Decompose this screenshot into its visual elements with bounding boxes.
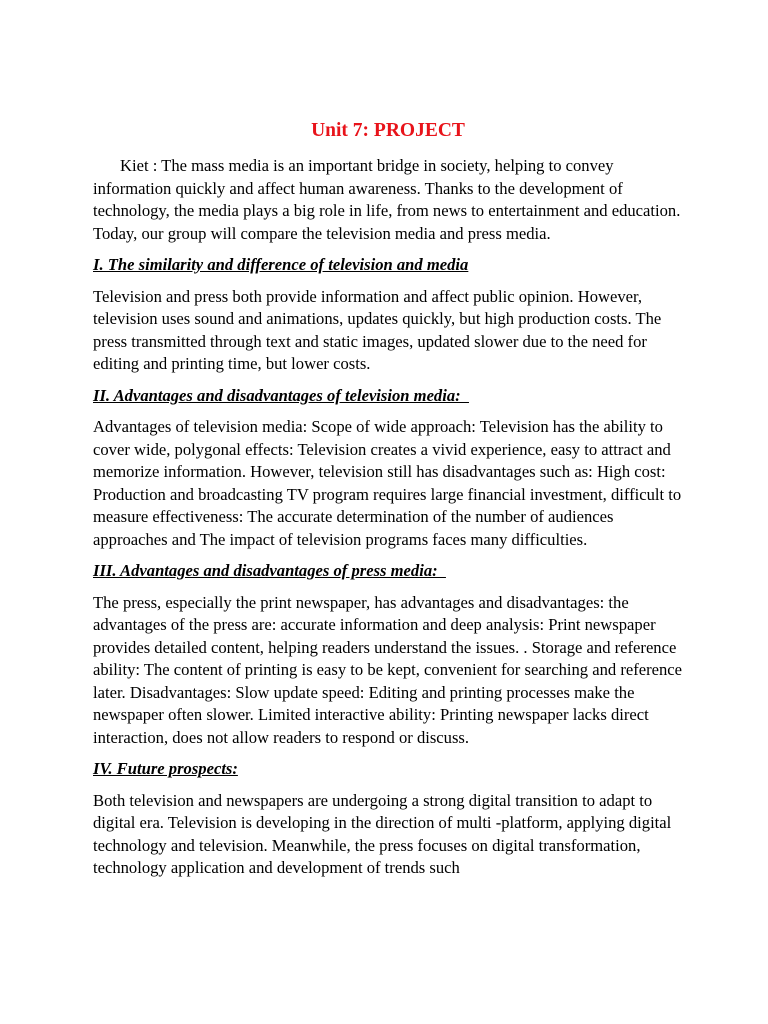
intro-paragraph: Kiet : The mass media is an important bridge in society, helping to convey information quickly and affect human awareness. Thanks to the development of technology, the media plays a big role in life, from news to entertainment and education. Today, our group will compare the television media and press media. (93, 156, 681, 243)
section-body-television: Advantages of television media: Scope of wide approach: Television has the ability to cover wide, polygonal effects: Television creates a vivid experience, easy to attract and memorize information. However, television still has disadvantages such as: High cost: Production and broadcasting TV program requires large financial investment, difficult to measure effectiveness: The accurate determination of the number of audiences approaches and The impact of television programs faces many difficulties. (93, 417, 682, 549)
section-heading-press: III. Advantages and disadvantages of press media: (93, 561, 446, 580)
document-page (93, 118, 683, 889)
section-heading-similarity: I. The similarity and difference of television and media (93, 255, 469, 274)
section-body-future: Both television and newspapers are undergoing a strong digital transition to adapt to digital era. Television is developing in the direction of multi -platform, applying digital technology and television. Meanwhile, the press focuses on digital transformation, technology application and development of trends such (93, 790, 672, 877)
document-title: Unit 7: PROJECT (311, 120, 465, 141)
section-heading-future: IV. Future prospects: (93, 759, 238, 778)
section-body-press: The press, especially the print newspaper, has advantages and disadvantages: the advantages of the press are: accurate information and deep analysis: Print newspaper provides detailed content, helping readers understand the issues. . Storage and reference ability: The content of printing is easy to be kept, convenient for searching and reference later. Disadvantages: Slow update speed: Editing and printing processes make the newspaper often slower. Limited interactive ability: Printing newspaper lacks direct interaction, does not allow readers to respond or discuss. (93, 592, 683, 747)
section-body-similarity: Television and press both provide information and affect public opinion. However, television uses sound and animations, updates quickly, but high production costs. The press transmitted through text and static images, updated slower due to the need for editing and printing time, but lower costs. (93, 286, 662, 373)
section-heading-television: II. Advantages and disadvantages of television media: (93, 385, 469, 405)
